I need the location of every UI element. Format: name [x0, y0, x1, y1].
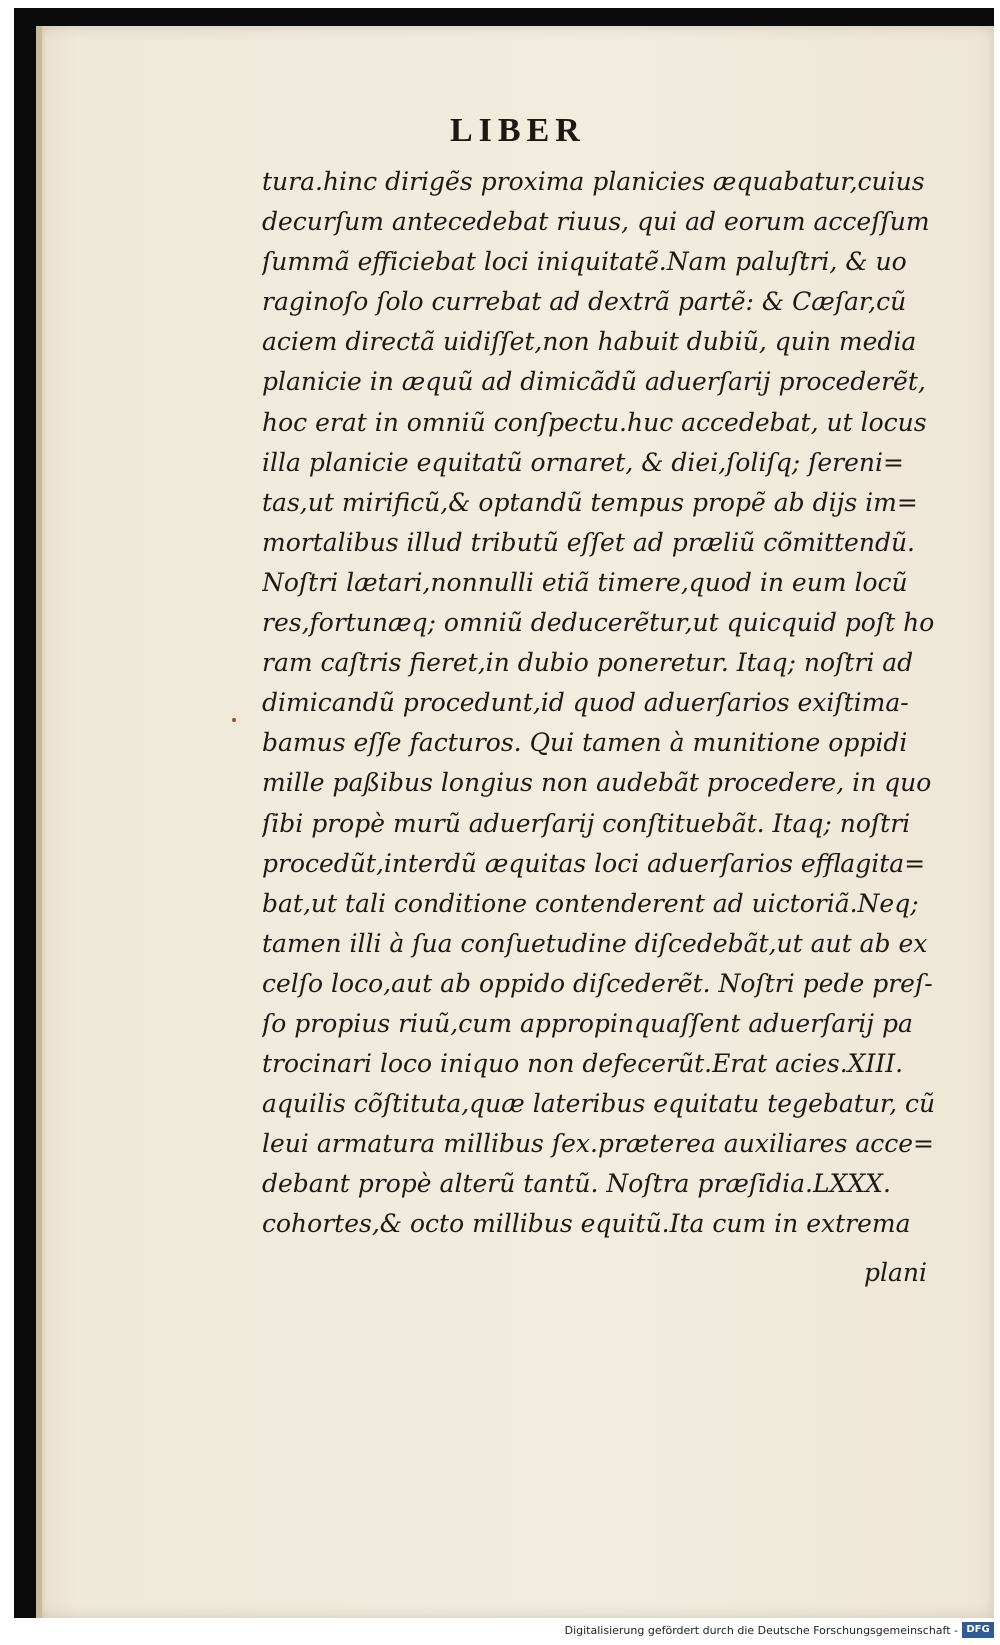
text-line: ſo propius riuũ,cum appropinquaſſent aduerſarij pa	[262, 1008, 913, 1038]
text-line: bamus eſſe facturos. Qui tamen à munitione oppidi	[262, 728, 908, 758]
text-line: res,fortunæq; omniũ deducerẽtur,ut quicquid poſt ho	[262, 608, 935, 638]
text-line: trocinari loco iniquo non defecerũt.Erat acies.XIII.	[262, 1049, 904, 1079]
text-line: mille paßibus longius non audebãt procedere, in quo	[262, 768, 932, 798]
text-line: raginoſo ſolo currebat ad dextrã partẽ: & Cæſar,cũ	[262, 287, 907, 317]
text-line: aciem directã uidiſſet,non habuit dubiũ, quin media	[262, 327, 917, 357]
body-text	[262, 162, 942, 1245]
digitization-footer	[0, 1618, 1000, 1645]
text-line: celſo loco,aut ab oppido diſcederẽt. Noſtri pede preſ-	[262, 968, 933, 998]
text-line: ſummã efficiebat loci iniquitatẽ.Nam paluſtri, & uo	[262, 247, 907, 277]
text-line: cohortes,& octo millibus equitũ.Ita cum in extrema	[262, 1209, 911, 1239]
text-line: procedũt,interdũ æquitas loci aduerſarios efflagita=	[262, 848, 926, 878]
text-line: bat,ut tali conditione contenderent ad uictoriã.Neq;	[262, 888, 919, 918]
text-line: ram caſtris fieret,in dubio poneretur. Itaq; noſtri ad	[262, 648, 914, 678]
text-line: tura.hinc dirigẽs proxima planicies æquabatur,cuius	[262, 167, 925, 196]
text-line: Noſtri lætari,nonnulli etiã timere,quod in eum locũ	[262, 567, 908, 597]
dfg-logo-icon: DFG	[962, 1622, 994, 1638]
text-line: decurſum antecedebat riuus, qui ad eorum acceſſum	[262, 207, 930, 237]
text-line: mortalibus illud tributũ eſſet ad præliũ cõmittendũ.	[262, 527, 915, 557]
text-line: planicie in æquũ ad dimicãdũ aduerſarij procederẽt,	[262, 367, 926, 397]
ink-speck	[232, 718, 236, 722]
funding-credit: Digitalisierung gefördert durch die Deutsche Forschungsgemeinschaft -	[564, 1624, 958, 1637]
text-line: tamen illi à ſua conſuetudine diſcedebãt,ut aut ab ex	[262, 928, 928, 958]
catchword: plani	[864, 1258, 928, 1287]
text-line: aquilis cõſtituta,quæ lateribus equitatu tegebatur, cũ	[262, 1089, 936, 1119]
running-head: LIBER	[450, 112, 586, 149]
text-line: dimicandũ procedunt,id quod aduerſarios exiſtima-	[262, 688, 909, 718]
text-line: illa planicie equitatũ ornaret, & diei,ſoliſq; ſereni=	[262, 447, 904, 477]
text-line: ſibi propè murũ aduerſarij conſtituebãt. Itaq; noſtri	[262, 808, 911, 838]
text-line: tas,ut mirificũ,& optandũ tempus propẽ ab dijs im=	[262, 487, 918, 517]
text-line: leui armatura millibus ſex.præterea auxiliares acce=	[262, 1129, 934, 1159]
page-gutter-edge	[36, 26, 42, 1618]
text-line: debant propè alterũ tantũ. Noſtra præſidia.LXXX.	[262, 1169, 891, 1199]
text-line: hoc erat in omniũ conſpectu.huc accedebat, ut locus	[262, 407, 927, 437]
